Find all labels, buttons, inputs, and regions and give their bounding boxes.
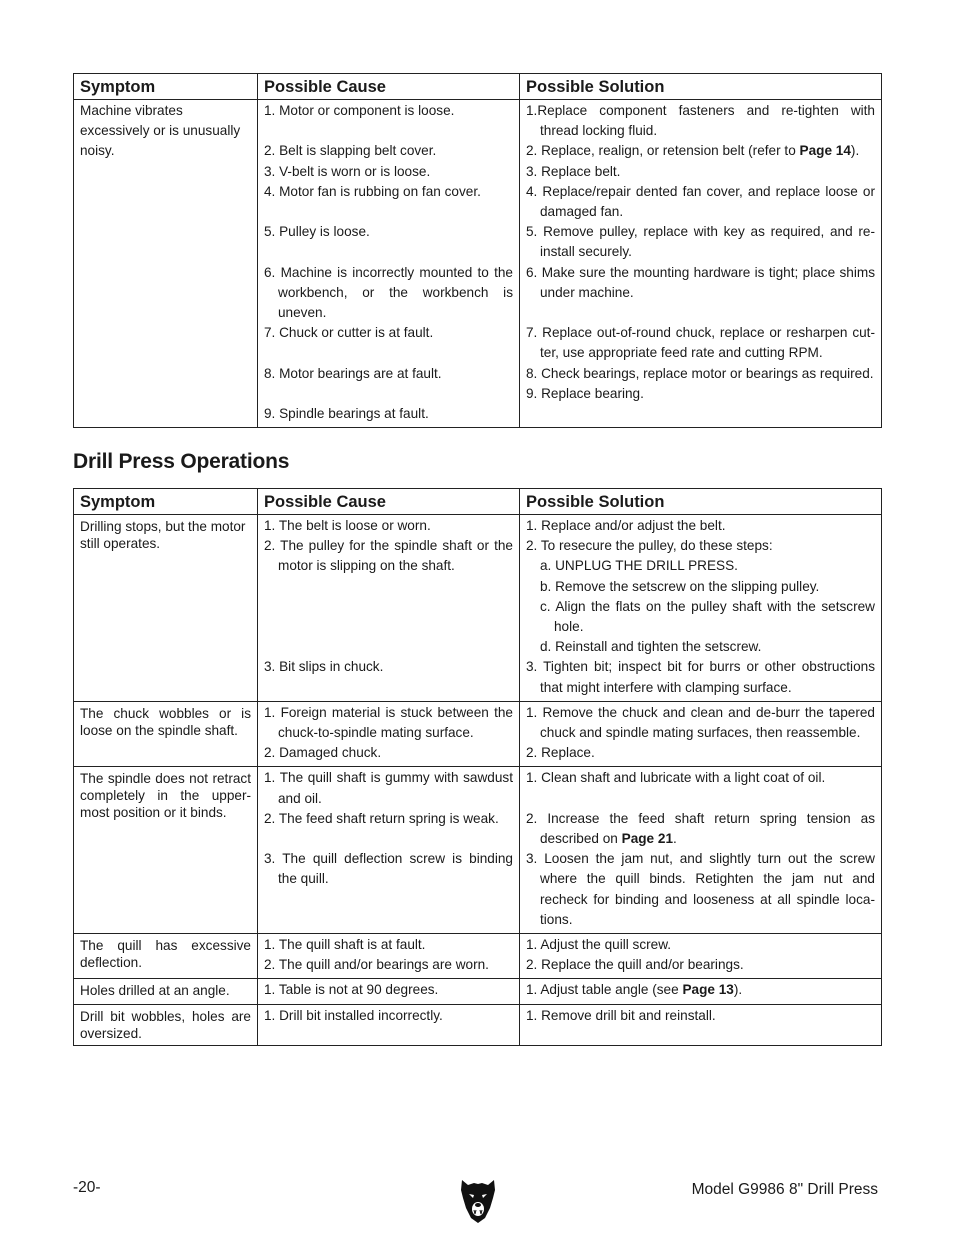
- solution-item: 2. Replace the quill and/or bearings.: [526, 957, 744, 973]
- troubleshooting-table-motor: [73, 73, 882, 428]
- cause-item: 2. The quill and/or bearings are worn.: [264, 957, 489, 973]
- solution-item: 4. Replace/repair dented fan cover, and replace loose or damaged fan.: [526, 183, 875, 220]
- solution-item: 2. Increase the feed shaft return spring tension as described on Page 21.: [526, 810, 875, 847]
- solution-item: 3. Replace belt.: [526, 163, 621, 179]
- header-symptom: Symptom: [74, 74, 258, 100]
- cause-cell: [258, 515, 520, 702]
- solution-item: 3. Tighten bit; inspect bit for burrs or other obstructions that might interfere with clamping surface.: [526, 659, 875, 695]
- cause-item: 2. Damaged chuck.: [264, 745, 382, 761]
- solution-subitem: a. UNPLUG THE DRILL PRESS.: [540, 558, 738, 574]
- symptom-cell: Drill bit wobbles, holes are oversized.: [74, 1004, 258, 1045]
- solution-item: 7. Replace out-of-round chuck, replace or resharpen cut-ter, use appropriate feed rate and cutting RPM.: [526, 325, 875, 361]
- solution-item: 1. Replace and/or adjust the belt.: [526, 518, 726, 533]
- troubleshooting-table-drill-press-operations: [73, 488, 882, 1046]
- symptom-cell: Holes drilled at an angle.: [74, 979, 258, 1004]
- solution-cell: [520, 1004, 882, 1045]
- page-reference: Page 21: [621, 831, 674, 847]
- solution-cell: [520, 100, 882, 428]
- symptom-cell: Machine vibrates excessively or is unusually noisy.: [74, 100, 258, 428]
- solution-item: 3. Loosen the jam nut, and slightly turn out the screw where the quill binds. Retighten the jam nut and recheck for binding and looseness at all spindle loca-tions.: [526, 851, 875, 927]
- table-row: [74, 767, 882, 934]
- cause-cell: [258, 701, 520, 767]
- header-symptom: Symptom: [74, 489, 258, 515]
- solution-item: 1. Adjust the quill screw.: [526, 937, 672, 953]
- symptom-cell: The spindle does not retract completely in the upper-most position or it binds.: [74, 767, 258, 934]
- solution-subitem: b. Remove the setscrew on the slipping pulley.: [540, 578, 820, 594]
- cause-item: 3. The quill deflection screw is binding the quill.: [264, 851, 513, 887]
- table-row: [74, 979, 882, 1004]
- section-title: Drill Press Operations: [73, 450, 290, 473]
- header-possible-solution: Possible Solution: [520, 74, 882, 100]
- cause-cell: [258, 100, 520, 428]
- solution-item: 9. Replace bearing.: [526, 385, 644, 401]
- symptom-cell: The quill has excessive deflection.: [74, 934, 258, 979]
- cause-item: 2. The feed shaft return spring is weak.: [264, 810, 499, 826]
- solution-item: 2. Replace, realign, or retension belt (refer to Page 14).: [526, 143, 860, 159]
- cause-item: 9. Spindle bearings at fault.: [264, 405, 429, 421]
- solution-item: 6. Make sure the mounting hardware is tight; place shims under machine.: [526, 264, 875, 300]
- cause-cell: [258, 934, 520, 979]
- solution-cell: [520, 934, 882, 979]
- table-row: [74, 934, 882, 979]
- cause-item: 1. The quill shaft is at fault.: [264, 937, 426, 953]
- header-possible-cause: Possible Cause: [258, 74, 520, 100]
- solution-item: 8. Check bearings, replace motor or bearings as required.: [526, 365, 874, 381]
- table-row: [74, 515, 882, 702]
- cause-cell: [258, 767, 520, 934]
- solution-cell: [520, 701, 882, 767]
- solution-item: 1.Replace component fasteners and re-tighten with thread locking fluid.: [526, 103, 875, 139]
- solution-item: 5. Remove pulley, replace with key as required, and re-install securely.: [526, 224, 875, 260]
- solution-cell: [520, 767, 882, 934]
- cause-item: 5. Pulley is loose.: [264, 224, 370, 240]
- table-row: [74, 1004, 882, 1045]
- page-reference: Page 13: [682, 982, 734, 998]
- solution-subitem: c. Align the flats on the pulley shaft with the setscrew hole.: [540, 598, 875, 635]
- solution-item: 1. Adjust table angle (see Page 13).: [526, 982, 743, 998]
- cause-item: 1. Foreign material is stuck between the chuck-to-spindle mating surface.: [264, 704, 513, 741]
- cause-item: 2. Belt is slapping belt cover.: [264, 143, 437, 159]
- grizzly-bear-head-icon: [458, 1176, 498, 1224]
- symptom-cell: The chuck wobbles or is loose on the spindle shaft.: [74, 701, 258, 767]
- solution-item: 1. Clean shaft and lubricate with a light coat of oil.: [526, 770, 826, 786]
- table-header-row: [74, 489, 882, 515]
- cause-item: 6. Machine is incorrectly mounted to the workbench, or the workbench is uneven.: [264, 264, 513, 320]
- cause-item: 3. V-belt is worn or is loose.: [264, 163, 431, 179]
- page-number: -20-: [73, 1179, 101, 1196]
- cause-item: 8. Motor bearings are at fault.: [264, 365, 442, 381]
- cause-item: 1. Drill bit installed incorrectly.: [264, 1007, 443, 1023]
- cause-item: 1. The belt is loose or worn.: [264, 518, 431, 533]
- cause-item: 1. The quill shaft is gummy with sawdust and oil.: [264, 770, 513, 806]
- header-possible-cause: Possible Cause: [258, 489, 520, 515]
- header-possible-solution: Possible Solution: [520, 489, 882, 515]
- symptom-cell: Drilling stops, but the motor still operates.: [74, 515, 258, 702]
- solution-subitem: d. Reinstall and tighten the setscrew.: [540, 639, 762, 655]
- cause-item: 1. Table is not at 90 degrees.: [264, 982, 439, 998]
- page-reference: Page 14: [799, 143, 851, 159]
- cause-item: 7. Chuck or cutter is at fault.: [264, 325, 434, 341]
- solution-item: 2. To resecure the pulley, do these steps:: [526, 538, 773, 554]
- cause-cell: [258, 979, 520, 1004]
- solution-item: 1. Remove drill bit and reinstall.: [526, 1007, 716, 1023]
- solution-cell: [520, 979, 882, 1004]
- table-row: [74, 100, 882, 428]
- cause-item: 1. Motor or component is loose.: [264, 103, 455, 118]
- cause-item: 2. The pulley for the spindle shaft or the motor is slipping on the shaft.: [264, 538, 513, 574]
- table-header-row: [74, 74, 882, 100]
- cause-item: 3. Bit slips in chuck.: [264, 659, 384, 675]
- solution-item: 2. Replace.: [526, 745, 595, 761]
- table-row: [74, 701, 882, 767]
- solution-item: 1. Remove the chuck and clean and de-burr the tapered chuck and spindle mating surfaces, then reassemble.: [526, 704, 875, 741]
- cause-cell: [258, 1004, 520, 1045]
- model-name: Model G9986 8" Drill Press: [691, 1181, 878, 1198]
- cause-item: 4. Motor fan is rubbing on fan cover.: [264, 183, 481, 199]
- solution-cell: [520, 515, 882, 702]
